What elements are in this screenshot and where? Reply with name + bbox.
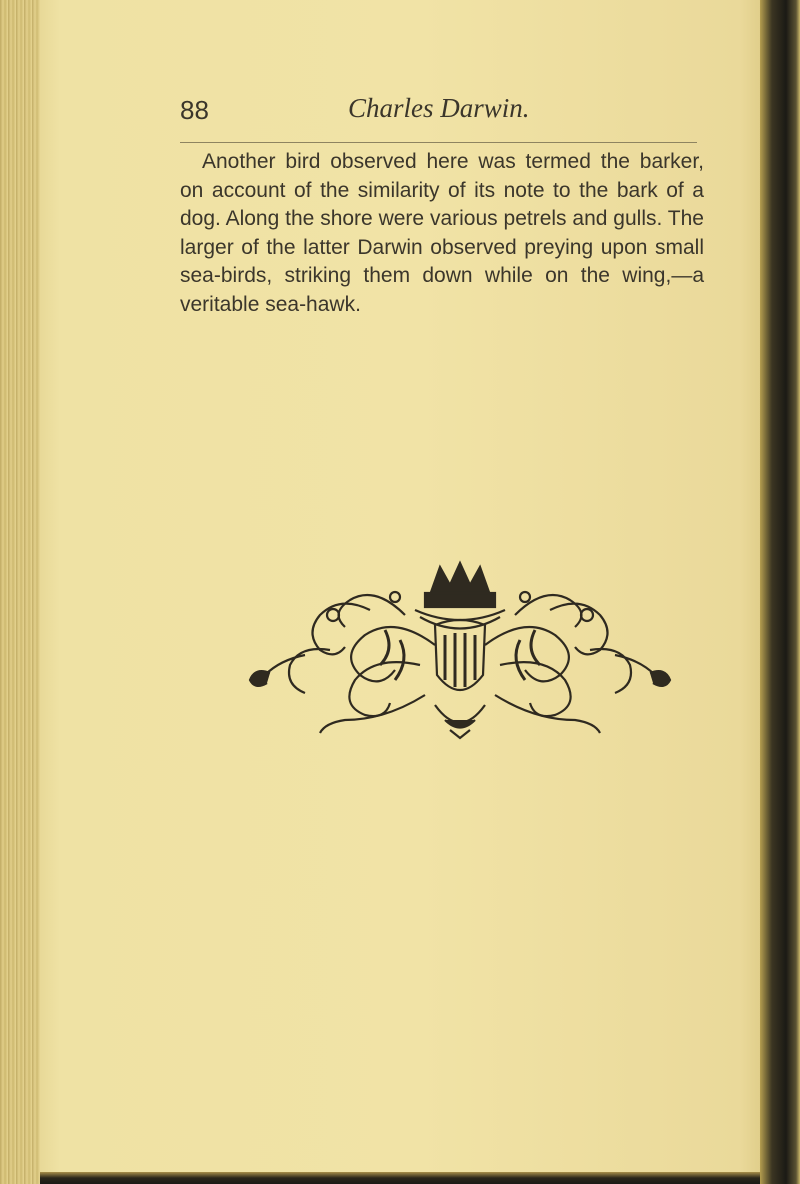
page-bottom-edge <box>40 1172 760 1184</box>
body-paragraph: Another bird observed here was termed the barker, on account of the similarity of its note to the bark of a dog. Along the shore were various petrels and gulls. The larger of the latter Darwin observed preying upon small sea-birds, striking them down while on the wing,—a veritable sea-hawk. <box>180 150 704 316</box>
page-number: 88 <box>180 95 209 125</box>
page-right-edge <box>760 0 800 1184</box>
header-rule <box>180 142 697 143</box>
page-binding-edge <box>0 0 40 1184</box>
tailpiece-ornament-icon <box>245 555 675 740</box>
running-title: Charles Darwin. <box>348 93 530 123</box>
page-header <box>180 95 700 135</box>
